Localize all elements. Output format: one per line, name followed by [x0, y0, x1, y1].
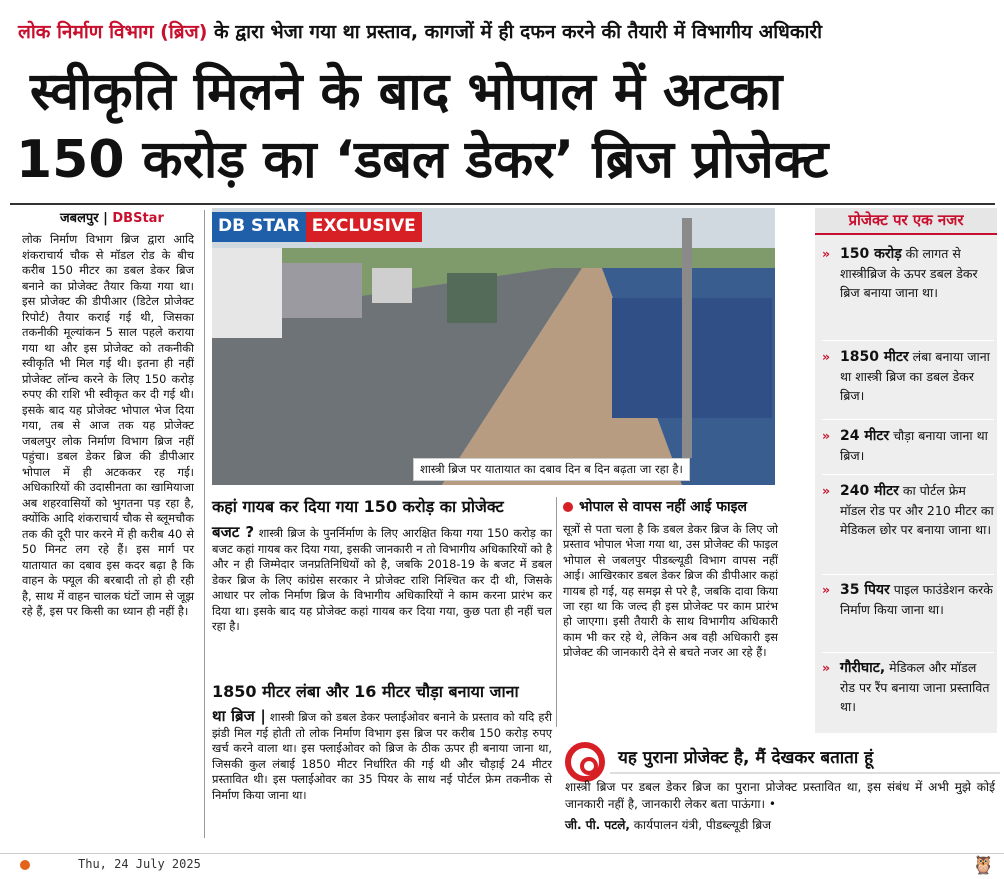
section-2-lead: था ब्रिज | — [212, 707, 266, 725]
column-1-text: लोक निर्माण विभाग ब्रिज द्वारा आदि शंकराचार्य चौक से मॉडल रोड के बीच करीब 150 मीटर का डबल डेकर ब्रिज बनाने का प्रोजेक्ट तैयार किया गया था। इस प्रोजेक्ट की डीपीआर (डिटेल प्रोजेक्ट रिपोर्ट) तैयार कराई गई थी, जिसका तकनीकी मूल्यांकन 5 साल पहले कराया गया था और इस प्रोजेक्ट को तकनीकी स्वीकृति भी मिल गई थी। इतना ही नहीं प्रोजेक्ट लॉन्च करने के लिए 150 करोड़ रुपए की राशि भी स्वीकृत कर दी गई थी। इसके बाद यह प्रोजेक्ट भोपाल भेज दिया गया, तब से आज तक यह प्रोजेक्ट जबलपुर लोक निर्माण विभाग ब्रिज नहीं पहुंचा। डबल डेकर ब्रिज की डीपीआर भोपाल में ही अटककर रह गई। अधिकारियों की उदासीनता का खामियाजा अब शहरवासियों को भुगतना पड़ रहा है, क्योंकि आदि शंकराचार्य चौक से ब्लूमचौक तक की दूरी पार करने में ही करीब 40 से 50 मिनट लग रहे हैं। इस मार्ग पर यातायात का दबाव इस कदर बढ़ा है कि वाहन के फ्यूल की बरबादी तो हो ही रही है, साथ में वाहन चालक घंटों जाम से जूझ रहे हैं, इस पर किसी का ध्यान ही नहीं है। — [22, 232, 194, 618]
quote-signature — [565, 816, 771, 833]
sidebar-separator — [822, 419, 994, 420]
sidebar-item — [822, 244, 994, 302]
sidebar-item-text: मेडिकल और मॉडल रोड पर रैंप बनाया जाना प्रस्तावित था। — [840, 660, 990, 714]
sidebar-item-text: का पोर्टल फ्रेम मॉडल रोड पर और 210 मीटर का मेडिकल छोर पर बनाया जाना था। — [840, 483, 994, 537]
kicker-rest: के द्वारा भेजा गया था प्रस्ताव, कागजों में ही दफन करने की तैयारी में विभागीय अधिकारी — [207, 21, 823, 43]
sidebar-item-text: पाइल फाउंडेशन करके निर्माण किया जाना था। — [840, 582, 993, 617]
sidebar-separator — [822, 652, 994, 653]
quote-rule — [610, 772, 1000, 774]
quote-name: जी. पी. पटले, — [565, 818, 630, 832]
section-3-heading-text: भोपाल से वापस नहीं आई फाइल — [579, 499, 747, 515]
sidebar-item — [822, 426, 994, 465]
section-2-text: शास्त्री ब्रिज को डबल डेकर फ्लाईओवर बनाने के प्रस्ताव को यदि हरी झंडी मिल गई होती तो लोक निर्माण विभाग इस ब्रिज पर करीब 150 करोड़ रुपए खर्च करने वाला था। इस फ्लाईओवर को ब्रिज के ठीक ऊपर ही बनाया जाना था, जिसकी कुल लंबाई 1850 मीटर निर्धारित की गई थी और चौड़ाई 24 मीटर प्रस्तावित थी। इस फ्लाईओवर का 35 पियर के साथ नई पोर्टल फ्रेम तकनीक से निर्माण किया जाना था। — [212, 710, 552, 802]
badge-db-star: DB STAR — [212, 212, 306, 242]
footer-date: Thu, 24 July 2025 — [78, 857, 201, 871]
chevron-right-icon: » — [822, 246, 831, 261]
badge-exclusive: EXCLUSIVE — [306, 212, 422, 242]
sidebar-separator — [822, 474, 994, 475]
sidebar-item — [822, 658, 994, 716]
sidebar-item-text: लंबा बनाया जाना था शास्त्री ब्रिज का डबल डेकर ब्रिज। — [840, 349, 990, 403]
exclusive-badge — [212, 212, 422, 242]
section-3-body: सूत्रों से पता चला है कि डबल डेकर ब्रिज के लिए जो प्रस्ताव भोपाल भेजा गया था, उस प्रोजेक्ट की फाइल भोपाल से जबलपुर पीडब्ल्यूडी विभाग वापस नहीं आई। आखिरकार डबल डेकर ब्रिज की डीपीआर कहां गायब हो गई, यह समझ से परे है, जबकि दावा किया जा रहा था कि जल्द ही इस प्रोजेक्ट पर काम प्रारंभ हो जाएगा। इसी तैयारी के साथ विभागीय अधिकारी काम भी कर रहे थे, लेकिन अब वही अधिकारी इस प्रोजेक्ट की जानकारी देने से बचते नजर आ रहे हैं। — [563, 522, 778, 660]
kicker-red: लोक निर्माण विभाग (ब्रिज) — [18, 21, 208, 43]
headline-line-2: 150 करोड़ का ‘डबल डेकर’ ब्रिज प्रोजेक्ट — [16, 130, 829, 190]
chevron-right-icon: » — [822, 582, 831, 597]
sidebar-item-bold: गौरीघाट, — [840, 660, 886, 676]
owl-icon: 🦉 — [972, 855, 995, 876]
sidebar-item — [822, 481, 994, 539]
column-divider — [204, 210, 205, 838]
sidebar-item-bold: 150 करोड़ — [840, 246, 902, 262]
chevron-right-icon: » — [822, 483, 831, 498]
street-scene-illustration — [212, 208, 775, 485]
headline-line-1: स्वीकृति मिलने के बाद भोपाल में अटका — [30, 62, 783, 122]
chevron-right-icon: » — [822, 660, 831, 675]
sidebar-item — [822, 580, 994, 619]
sidebar-item-bold: 240 मीटर — [840, 483, 899, 499]
quote-heading: यह पुराना प्रोजेक्ट है, मैं देखकर बताता हूं — [618, 748, 874, 768]
section-1-body — [212, 522, 552, 634]
quote-designation: कार्यपालन यंत्री, पीडब्ल्यूडी ब्रिज — [629, 818, 772, 832]
sidebar-item — [822, 347, 994, 405]
byline-brand: DBStar — [112, 211, 164, 226]
section-1-text: शास्त्री ब्रिज के पुनर्निर्माण के लिए आरक्षित किया गया 150 करोड़ का बजट कहां गायब कर दिया गया, इसकी जानकारी न तो विभागीय अधिकारियों को है और न ही जिम्मेदार जनप्रतिनिधियों को है, जबकि 2018-19 के बजट में डबल डेकर ब्रिज के लिए कांग्रेस सरकार ने प्रोजेक्ट राशि निश्चित कर दी थी, जिसके आधार पर लोक निर्माण ब्रिज के विभागीय अधिकारियों ने काम करना प्रारंभ कर दिया था। इसके बाद यह प्रोजेक्ट कहां गायब कर दिया गया, कुछ पता ही नहीं चल रहा है। — [212, 526, 552, 634]
sidebar-separator — [822, 574, 994, 575]
section-divider — [556, 497, 557, 727]
sidebar-title: प्रोजेक्ट पर एक नजर — [815, 208, 997, 235]
headline-rule — [10, 203, 995, 205]
section-2-heading: 1850 मीटर लंबा और 16 मीटर चौड़ा बनाया जाना — [212, 682, 519, 701]
chevron-right-icon: » — [822, 428, 831, 443]
section-2-body — [212, 706, 552, 803]
byline-place: जबलपुर | — [60, 211, 108, 226]
bullet-dot-icon — [563, 502, 573, 512]
sidebar-item-bold: 35 पियर — [840, 582, 890, 598]
news-photo — [212, 208, 775, 485]
sidebar-item-bold: 1850 मीटर — [840, 349, 909, 365]
section-1-lead: बजट ? — [212, 523, 255, 541]
chevron-right-icon: » — [822, 349, 831, 364]
sidebar-item-text: की लागत से शास्त्रीब्रिज के ऊपर डबल डेकर ब्रिज बनाया जाना था। — [840, 246, 978, 300]
sidebar-item-text: चौड़ा बनाया जाना था ब्रिज। — [840, 428, 988, 463]
sidebar-item-bold: 24 मीटर — [840, 428, 890, 444]
section-1-heading: कहां गायब कर दिया गया 150 करोड़ का प्रोजेक्ट — [212, 497, 504, 516]
publication-logo-icon — [20, 860, 30, 870]
kicker — [18, 18, 822, 44]
quote-icon — [565, 742, 605, 782]
section-3-heading — [563, 497, 778, 517]
sidebar-separator — [822, 340, 994, 341]
quote-body: शास्त्री ब्रिज पर डबल डेकर ब्रिज का पुराना प्रोजेक्ट प्रस्तावित था, इस संबंध में अभी मुझे कोई जानकारी नहीं है, जानकारी लेकर बता पाऊंगा। • — [565, 780, 995, 811]
byline — [60, 208, 164, 226]
photo-caption: शास्त्री ब्रिज पर यातायात का दबाव दिन ब दिन बढ़ता जा रहा है। — [413, 458, 690, 481]
